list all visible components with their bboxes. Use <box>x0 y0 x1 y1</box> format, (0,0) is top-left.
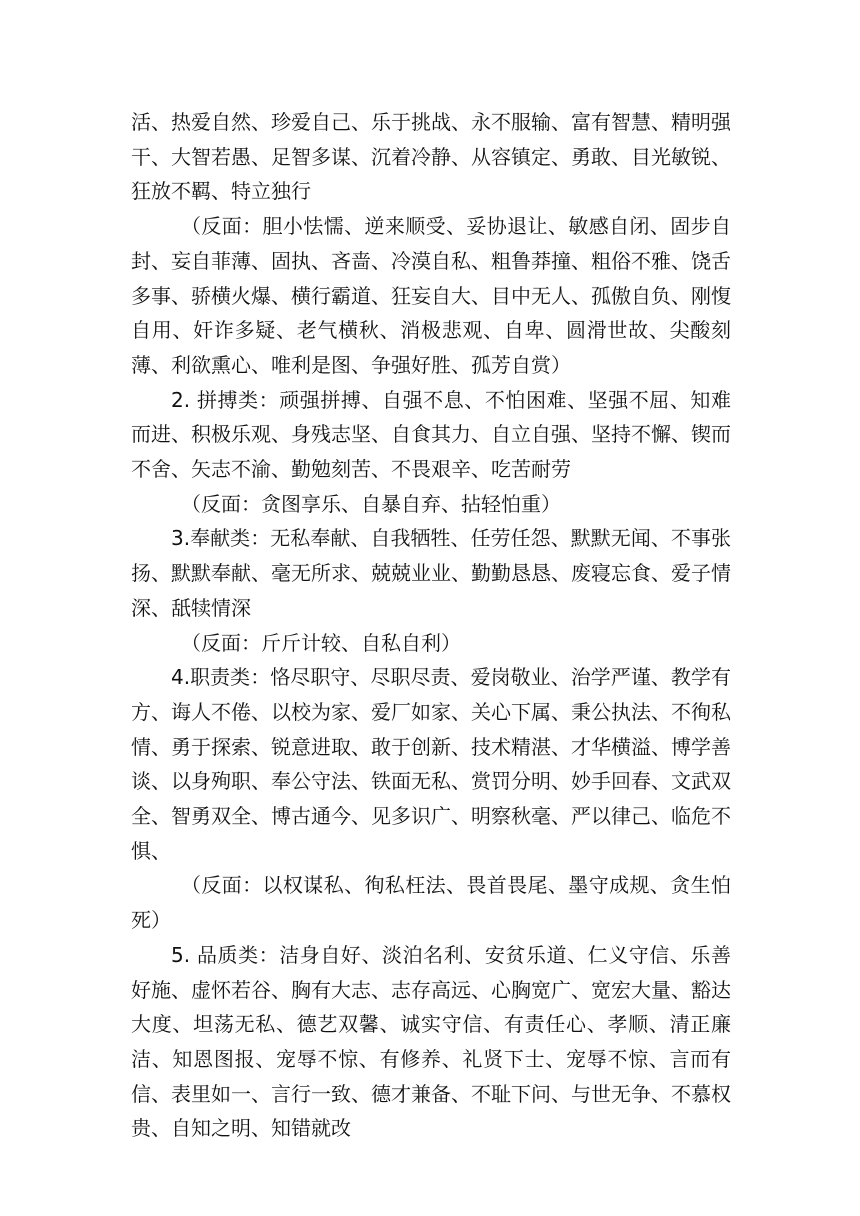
paragraph-category-5: 5. 品质类：洁身自好、淡泊名利、安贫乐道、仁义守信、乐善好施、虚怀若谷、胸有大志、志存高远、心胸宽广、宽宏大量、豁达大度、坦荡无私、德艺双馨、诚实守信、有责任心、孝顺、清正廉洁、知恩图报、宠辱不惊、有修养、礼贤下士、宠辱不惊、言而有信、表里如一、言行一致、德才兼备、不耻下问、与世无争、不慕权贵、自知之明、知错就改 <box>131 942 731 1141</box>
paragraph-opposite-3: （反面：斤斤计较、自私自利） <box>181 630 461 655</box>
paragraph-category-3: 3.奉献类：无私奉献、自我牺牲、任劳任怨、默默无闻、不事张扬、默默奉献、毫无所求、兢兢业业、勤勤恳恳、废寝忘食、爱子情深、舐犊情深 <box>131 526 731 620</box>
paragraph-opposite-4: （反面：以权谋私、徇私枉法、畏首畏尾、墨守成规、贪生怕死） <box>131 873 731 933</box>
paragraph-continuation: 活、热爱自然、珍爱自己、乐于挑战、永不服输、富有智慧、精明强干、大智若愚、足智多谋、沉着冷静、从容镇定、勇敢、目光敏锐、狂放不羁、特立独行 <box>131 110 731 204</box>
paragraph-opposite-2: （反面：贪图享乐、自暴自弃、拈轻怕重） <box>181 491 561 516</box>
document-page <box>131 105 731 1146</box>
paragraph-opposite-1: （反面：胆小怯懦、逆来顺受、妥协退让、敏感自闭、固步自封、妄自菲薄、固执、吝啬、冷漠自私、粗鲁莽撞、粗俗不雅、饶舌多事、骄横火爆、横行霸道、狂妄自大、目中无人、孤傲自负、刚愎自用、奸诈多疑、老气横秋、消极悲观、自卑、圆滑世故、尖酸刻薄、利欲熏心、唯利是图、争强好胜、孤芳自赏） <box>131 214 731 377</box>
paragraph-category-2: 2. 拼搏类：顽强拼搏、自强不息、不怕困难、坚强不屈、知难而进、积极乐观、身残志坚、自食其力、自立自强、坚持不懈、锲而不舍、矢志不渝、勤勉刻苦、不畏艰辛、吃苦耐劳 <box>131 387 731 482</box>
paragraph-category-4: 4.职责类：恪尽职守、尽职尽责、爱岗敬业、治学严谨、教学有方、诲人不倦、以校为家、爱厂如家、关心下属、秉公执法、不徇私情、勇于探索、锐意进取、敢于创新、技术精湛、才华横溢、博学善谈、以身殉职、奉公守法、铁面无私、赏罚分明、妙手回春、文武双全、智勇双全、博古通今、见多识广、明察秋毫、严以律己、临危不惧、 <box>131 665 731 863</box>
